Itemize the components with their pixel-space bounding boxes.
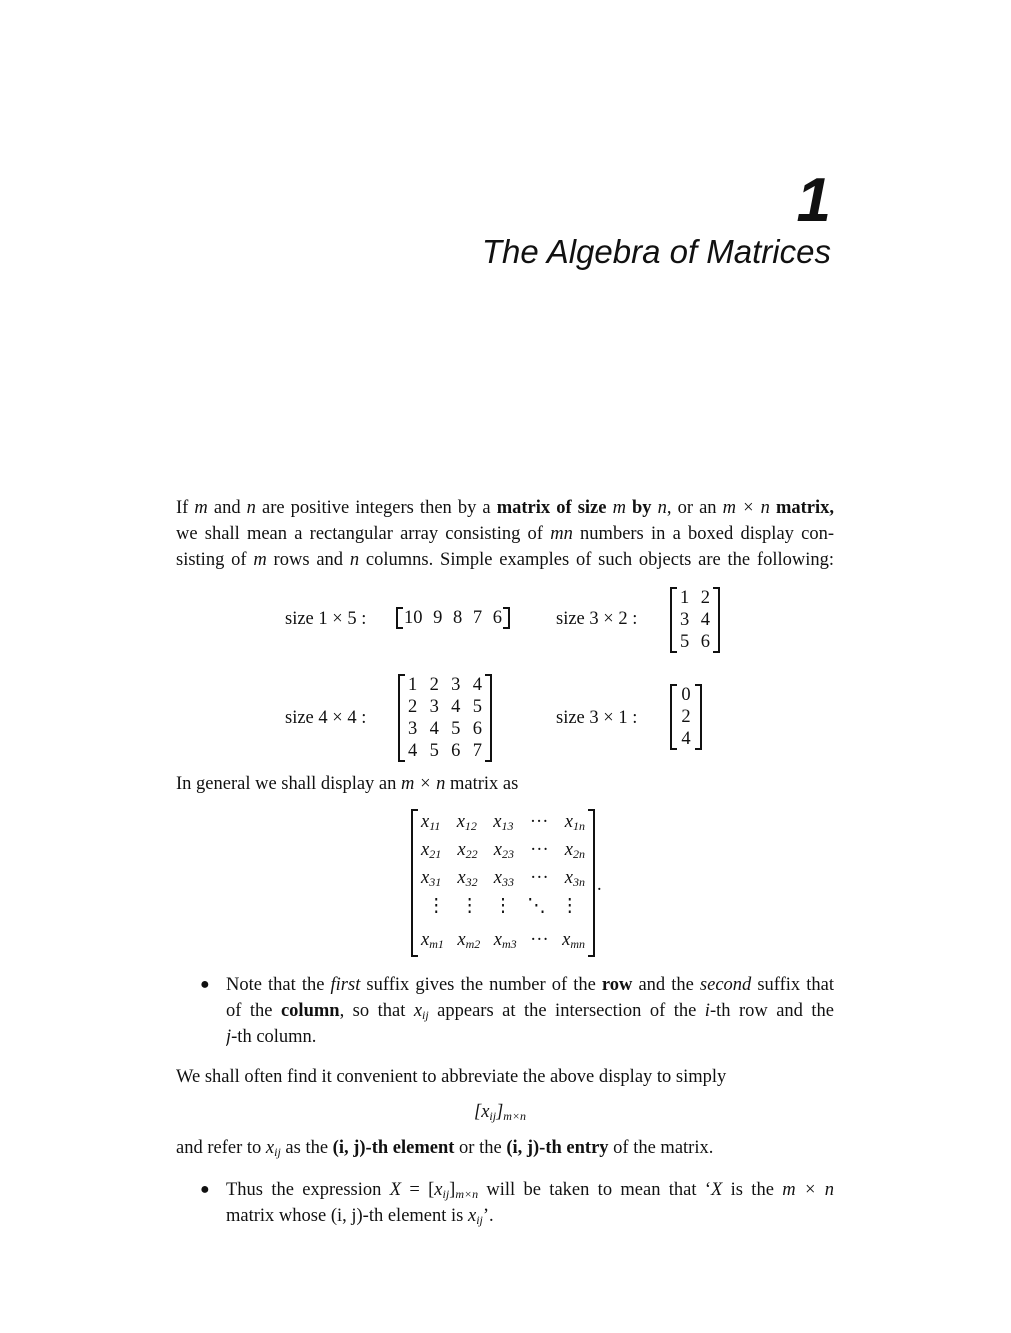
matrix-cell: $x_{m2}$ xyxy=(457,930,481,951)
matrix-1x5 xyxy=(396,607,510,629)
matrix-cell: 5 xyxy=(472,697,482,717)
example-label-4x4: size 4 × 4 : xyxy=(285,708,367,728)
matrix-row xyxy=(413,895,593,929)
matrix-cell: ··· xyxy=(530,868,549,888)
matrix-row xyxy=(672,609,718,631)
matrix-cell: 4 xyxy=(681,729,691,749)
matrix-row xyxy=(400,718,490,740)
matrix-3x2 xyxy=(670,587,720,653)
matrix-cell: 4 xyxy=(472,675,482,695)
note-expression xyxy=(226,1177,834,1229)
matrix-row xyxy=(672,706,700,728)
matrix-cell: 1 xyxy=(408,675,418,695)
matrix-cell: 3 xyxy=(429,697,439,717)
note-line-3: j-th column. xyxy=(226,1027,317,1047)
matrix-row xyxy=(672,684,700,706)
intro-paragraph xyxy=(176,495,834,573)
matrix-cell: $x_{2n}$ xyxy=(564,840,585,861)
matrix-cell: $x_{m3}$ xyxy=(493,930,517,951)
chapter-title: The Algebra of Matrices xyxy=(481,233,831,270)
chapter-number: 1 xyxy=(796,166,831,235)
matrix-row xyxy=(400,674,490,696)
matrix-cell: ⋮ xyxy=(460,896,479,916)
matrix-cell: 4 xyxy=(429,719,439,739)
intro-line-3: sisting of m rows and n columns. Simple examples of such objects are the following: xyxy=(176,550,834,570)
abbrev-formula: $[x_{ij}]_{m\times n}$ xyxy=(474,1102,527,1123)
matrix-cell: 7 xyxy=(472,608,483,628)
matrix-cell: 2 xyxy=(700,588,710,608)
matrix-row xyxy=(672,631,718,653)
matrix-cell: ··· xyxy=(529,812,549,832)
matrix-row xyxy=(400,740,490,762)
refer-sentence: and refer to $x_{ij}$ as the (i, j)-th element or the (i, j)-th entry of the matrix. xyxy=(176,1138,714,1159)
matrix-cell: ··· xyxy=(530,930,549,950)
matrix-cell: $x_{33}$ xyxy=(493,868,514,889)
matrix-cell: $x_{22}$ xyxy=(457,840,478,861)
matrix-cell: 8 xyxy=(453,608,463,628)
bullet-icon: ● xyxy=(200,976,210,993)
matrix-cell: ⋱ xyxy=(527,896,546,916)
matrix-row xyxy=(413,809,593,839)
matrix-cell: $x_{1n}$ xyxy=(564,812,585,833)
matrix-cell: 2 xyxy=(429,675,439,695)
note-first-second xyxy=(226,972,834,1050)
matrix-cell: 1 xyxy=(680,588,690,608)
matrix-3x1 xyxy=(670,684,702,750)
matrix-cell: $x_{m1}$ xyxy=(421,930,444,951)
matrix-cell: 5 xyxy=(680,632,690,652)
matrix-cell: 5 xyxy=(451,719,461,739)
matrix-cell: $x_{31}$ xyxy=(421,868,442,889)
matrix-row xyxy=(413,929,593,953)
matrix-cell: 4 xyxy=(408,741,418,761)
matrix-row xyxy=(398,607,508,629)
example-label-1x5: size 1 × 5 : xyxy=(285,609,367,629)
matrix-row xyxy=(413,867,593,895)
matrix-cell: $x_{11}$ xyxy=(421,812,441,833)
matrix-cell: 6 xyxy=(492,608,502,628)
intro-line-1: If m and n are positive integers then by a matrix of size m by n, or an m × n matrix, xyxy=(176,498,834,518)
matrix-cell: 6 xyxy=(472,719,482,739)
example-label-3x2: size 3 × 2 : xyxy=(556,609,638,629)
matrix-cell: 5 xyxy=(429,741,439,761)
matrix-cell: 2 xyxy=(408,697,418,717)
abbrev-sentence: We shall often find it convenient to abbreviate the above display to simply xyxy=(176,1067,727,1087)
matrix-cell: ⋮ xyxy=(560,896,579,916)
example-label-3x1: size 3 × 1 : xyxy=(556,708,638,728)
matrix-4x4 xyxy=(398,674,492,762)
general-sentence: In general we shall display an m × n matrix as xyxy=(176,774,519,794)
matrix-cell: ⋮ xyxy=(427,896,446,916)
matrix-period: . xyxy=(597,875,602,895)
matrix-cell: 7 xyxy=(472,741,482,761)
matrix-cell: $x_{3n}$ xyxy=(564,868,585,889)
matrix-cell: $x_{21}$ xyxy=(421,840,442,861)
matrix-cell: 0 xyxy=(681,685,691,705)
bullet-icon: ● xyxy=(200,1181,210,1198)
matrix-row xyxy=(672,728,700,750)
matrix-cell: 6 xyxy=(451,741,461,761)
matrix-cell: 6 xyxy=(700,632,710,652)
note2-line-2: matrix whose (i, j)-th element is $x_{ij}$’. xyxy=(226,1206,494,1227)
matrix-cell: 2 xyxy=(681,707,691,727)
matrix-cell: $x_{13}$ xyxy=(493,812,514,833)
matrix-general xyxy=(411,809,595,957)
matrix-cell: $x_{23}$ xyxy=(493,840,514,861)
note-line-2: of the column, so that $x_{ij}$ appears at the intersection of the i-th row and the xyxy=(226,1001,834,1022)
matrix-cell: 9 xyxy=(433,608,443,628)
matrix-cell: $x_{12}$ xyxy=(456,812,477,833)
matrix-cell: ··· xyxy=(530,840,549,860)
matrix-cell: 3 xyxy=(451,675,461,695)
matrix-row xyxy=(400,696,490,718)
matrix-cell: 3 xyxy=(680,610,690,630)
intro-line-2: we shall mean a rectangular array consisting of mn numbers in a boxed display con- xyxy=(176,524,834,544)
matrix-cell: 4 xyxy=(700,610,710,630)
matrix-row xyxy=(672,587,718,609)
matrix-cell: 10 xyxy=(404,608,423,628)
note2-line-1: Thus the expression $X = [x_{ij}]_{m\times n}$ will be taken to mean that ‘X is the m × n xyxy=(226,1180,834,1201)
matrix-row xyxy=(413,839,593,867)
matrix-cell: ⋮ xyxy=(493,896,513,916)
matrix-cell: 4 xyxy=(451,697,461,717)
matrix-cell: $x_{32}$ xyxy=(457,868,478,889)
note-line-1: Note that the first suffix gives the number of the row and the second suffix that xyxy=(226,975,834,995)
matrix-cell: $x_{mn}$ xyxy=(562,930,585,951)
matrix-cell: 3 xyxy=(408,719,418,739)
